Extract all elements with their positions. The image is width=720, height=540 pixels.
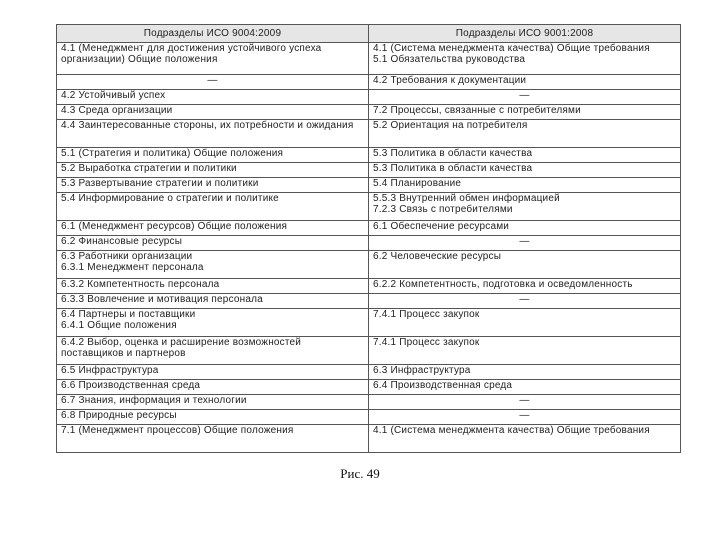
cell-iso-9001: 4.1 (Система менеджмента качества) Общие требования 5.1 Обязательства руководства	[369, 43, 681, 75]
cell-iso-9004: 4.2 Устойчивый успех	[57, 90, 369, 105]
cell-iso-9004: 6.7 Знания, информация и технологии	[57, 395, 369, 410]
cell-iso-9001: 5.5.3 Внутренний обмен информацией 7.2.3 Связь с потребителями	[369, 193, 681, 221]
cell-iso-9001: 6.4 Производственная среда	[369, 380, 681, 395]
cell-iso-9001: —	[369, 395, 681, 410]
table-row	[57, 178, 681, 193]
cell-iso-9001: 6.2.2 Компетентность, подготовка и осведомленность	[369, 279, 681, 294]
cell-iso-9004: 6.4 Партнеры и поставщики 6.4.1 Общие положения	[57, 309, 369, 337]
cell-iso-9004: 4.4 Заинтересованные стороны, их потребности и ожидания	[57, 120, 369, 148]
table-row	[57, 251, 681, 279]
table-row	[57, 294, 681, 309]
cell-iso-9004: 5.3 Развертывание стратегии и политики	[57, 178, 369, 193]
table-row	[57, 380, 681, 395]
cell-iso-9004: 7.1 (Менеджмент процессов) Общие положения	[57, 425, 369, 453]
cell-iso-9001: 6.2 Человеческие ресурсы	[369, 251, 681, 279]
header-iso-9004: Подразделы ИСО 9004:2009	[57, 25, 369, 43]
table-row	[57, 309, 681, 337]
cell-iso-9001: 6.3 Инфраструктура	[369, 365, 681, 380]
cell-iso-9001: 5.2 Ориентация на потребителя	[369, 120, 681, 148]
table-row	[57, 148, 681, 163]
cell-iso-9001: 4.2 Требования к документации	[369, 75, 681, 90]
cell-iso-9001: 5.3 Политика в области качества	[369, 163, 681, 178]
cell-iso-9004: 4.3 Среда организации	[57, 105, 369, 120]
cell-iso-9004: 6.3.2 Компетентность персонала	[57, 279, 369, 294]
table-row	[57, 395, 681, 410]
cell-iso-9001: 5.3 Политика в области качества	[369, 148, 681, 163]
cell-iso-9004: 6.2 Финансовые ресурсы	[57, 236, 369, 251]
cell-iso-9004: 6.8 Природные ресурсы	[57, 410, 369, 425]
table-row	[57, 43, 681, 75]
table-row	[57, 120, 681, 148]
cell-iso-9001: 7.2 Процессы, связанные с потребителями	[369, 105, 681, 120]
header-row	[57, 25, 681, 43]
table-row	[57, 90, 681, 105]
cell-iso-9004: 5.4 Информирование о стратегии и политике	[57, 193, 369, 221]
cell-iso-9001: —	[369, 90, 681, 105]
table-row	[57, 193, 681, 221]
table-row	[57, 410, 681, 425]
cell-iso-9001: —	[369, 410, 681, 425]
cell-iso-9001: 6.1 Обеспечение ресурсами	[369, 221, 681, 236]
table-row	[57, 221, 681, 236]
table-row	[57, 365, 681, 380]
cell-iso-9004: 6.4.2 Выбор, оценка и расширение возможностей поставщиков и партнеров	[57, 337, 369, 365]
cell-iso-9004: 4.1 (Менеджмент для достижения устойчивого успеха организации) Общие положения	[57, 43, 369, 75]
cell-iso-9001: 7.4.1 Процесс закупок	[369, 337, 681, 365]
cell-iso-9004: —	[57, 75, 369, 90]
table-row	[57, 105, 681, 120]
cell-iso-9004: 6.1 (Менеджмент ресурсов) Общие положения	[57, 221, 369, 236]
header-iso-9001: Подразделы ИСО 9001:2008	[369, 25, 681, 43]
table-row	[57, 425, 681, 453]
cell-iso-9001: 7.4.1 Процесс закупок	[369, 309, 681, 337]
cell-iso-9004: 6.5 Инфраструктура	[57, 365, 369, 380]
cell-iso-9001: 4.1 (Система менеджмента качества) Общие требования	[369, 425, 681, 453]
cell-iso-9004: 5.1 (Стратегия и политика) Общие положения	[57, 148, 369, 163]
cell-iso-9001: —	[369, 294, 681, 309]
cell-iso-9001: —	[369, 236, 681, 251]
cell-iso-9004: 5.2 Выработка стратегии и политики	[57, 163, 369, 178]
table-body	[57, 43, 681, 453]
cell-iso-9004: 6.3.3 Вовлечение и мотивация персонала	[57, 294, 369, 309]
table-row	[57, 236, 681, 251]
comparison-table	[56, 24, 681, 453]
table-row	[57, 337, 681, 365]
table-row	[57, 163, 681, 178]
cell-iso-9004: 6.6 Производственная среда	[57, 380, 369, 395]
figure-caption: Рис. 49	[340, 466, 380, 481]
cell-iso-9004: 6.3 Работники организации 6.3.1 Менеджмент персонала	[57, 251, 369, 279]
table-row	[57, 279, 681, 294]
cell-iso-9001: 5.4 Планирование	[369, 178, 681, 193]
table-row	[57, 75, 681, 90]
comparison-figure	[56, 24, 680, 453]
